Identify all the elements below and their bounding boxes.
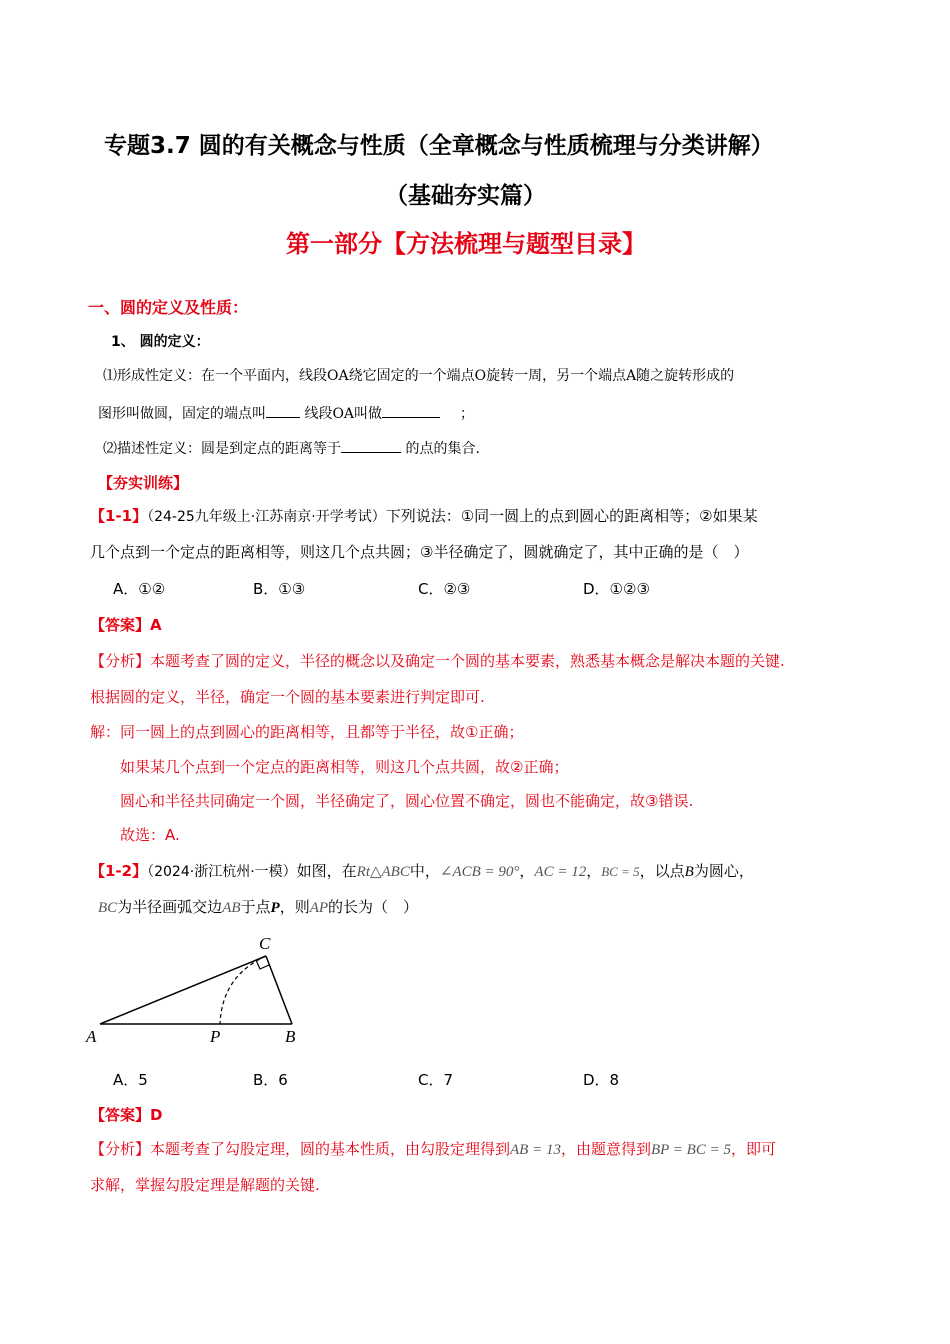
- q2-bc: BC = 5: [601, 864, 640, 879]
- q1-option-a: A．①②: [113, 580, 166, 598]
- q2-text: 于点: [240, 898, 271, 916]
- q2-bpbc: BP = BC = 5: [650, 1142, 731, 1158]
- section1-heading: 一、圆的定义及性质：: [88, 298, 249, 317]
- q1-line1: [90, 505, 758, 526]
- q2-text: 如图，在: [296, 862, 357, 880]
- q2-line1: [90, 860, 754, 881]
- q2-text: ，以点: [639, 862, 685, 880]
- blank-1: [266, 403, 300, 418]
- q1-solution-line4: 故选：A.: [120, 826, 180, 844]
- label-b: B: [285, 1027, 296, 1046]
- q1-answer: 【答案】A: [90, 616, 162, 634]
- q1-analysis-line1: 【分析】本题考查了圆的定义，半径的概念以及确定一个圆的基本要素，熟悉基本概念是解决本题的关键.: [90, 652, 785, 670]
- q1-analysis-line2: 根据圆的定义，半径，确定一个圆的基本要素进行判定即可.: [90, 688, 485, 706]
- segment-ac: [100, 956, 266, 1024]
- q1-source: （24-25九年级上·江苏南京·开学考试）: [147, 509, 386, 525]
- q2-text: 中，: [409, 862, 440, 880]
- q2-text: ，: [586, 862, 602, 880]
- q2-text: ，则: [279, 898, 310, 916]
- q1-solution-line2: 如果某几个点到一个定点的距离相等，则这几个点共圆，故②正确；: [120, 758, 569, 776]
- blank-2: [382, 403, 440, 418]
- q1-option-c: C．②③: [418, 580, 471, 598]
- def1-text-a: 图形叫做圆，固定的端点叫: [98, 406, 266, 422]
- def1-line2: [98, 403, 474, 423]
- doc-title-line1: 专题3.7 圆的有关概念与性质（全章概念与性质梳理与分类讲解）: [104, 133, 774, 159]
- triangle-figure: [80, 930, 310, 1050]
- q2-ac: AC = 12: [534, 864, 587, 880]
- section1-sub1: 1、 圆的定义：: [111, 334, 210, 350]
- q2-source: （2024·浙江杭州·一模）: [147, 864, 297, 880]
- q2-ab13: AB = 13: [510, 1142, 561, 1158]
- q2-text: 为圆心，: [693, 862, 754, 880]
- def1-line1: ⑴形成性定义：在一个平面内，线段OA绕它固定的一个端点O旋转一周，另一个端点A随之旋转形成的: [103, 368, 735, 384]
- q1-solution-line3: 圆心和半径共同确定一个圆，半径确定了，圆心位置不确定，圆也不能确定，故③错误.: [120, 792, 694, 810]
- q2-option-c: C．7: [418, 1071, 454, 1089]
- def1-text-b: 线段OA叫做: [300, 406, 383, 422]
- q2-option-b: B．6: [253, 1071, 288, 1089]
- q2-line2: [98, 896, 418, 917]
- label-a: A: [86, 1027, 97, 1046]
- def1-text-c: ；: [460, 406, 475, 422]
- q1-tag: 【1-1】: [90, 507, 148, 525]
- q2-text: 为半径画弧交边: [117, 898, 223, 916]
- blank-3: [341, 438, 401, 453]
- q2-angle: ∠ACB = 90°: [439, 864, 520, 880]
- segment-bc: [266, 956, 292, 1024]
- q1-option-b: B．①③: [253, 580, 306, 598]
- doc-title-line2: （基础夯实篇）: [385, 183, 546, 209]
- q2-tag: 【1-2】: [90, 862, 148, 880]
- part1-heading: 第一部分【方法梳理与题型目录】: [286, 230, 646, 258]
- q2-analysis-line1: [90, 1138, 776, 1159]
- q2-bc-label: BC: [98, 900, 118, 916]
- q2-point-b: B: [684, 864, 694, 880]
- q2-point-p: P: [270, 900, 280, 916]
- q1-line2: 几个点到一个定点的距离相等，则这几个点共圆；③半径确定了，圆就确定了，其中正确的是（ ）: [90, 543, 749, 561]
- q2-analysis-line2: 求解，掌握勾股定理是解题的关键.: [90, 1176, 320, 1194]
- right-angle-mark: [256, 960, 269, 969]
- q2-answer: 【答案】D: [90, 1106, 163, 1124]
- label-c: C: [259, 934, 271, 953]
- q2-analysis-text: ，由题意得到: [560, 1140, 651, 1158]
- q1-solution-line1: 解：同一圆上的点到圆心的距离相等，且都等于半径，故①正确；: [90, 723, 524, 741]
- q2-triangle: Rt△ABC: [356, 864, 410, 880]
- label-p: P: [210, 1027, 221, 1046]
- training-label: 【夯实训练】: [98, 474, 189, 492]
- def2-text-b: 的点的集合.: [401, 441, 480, 457]
- q2-option-d: D．8: [583, 1071, 620, 1089]
- q1-option-d: D．①②③: [583, 580, 650, 598]
- q2-text: 的长为（ ）: [328, 898, 419, 916]
- q2-ab-label: AB: [222, 900, 241, 916]
- q2-option-a: A．5: [113, 1071, 148, 1089]
- q2-text: ，: [519, 862, 535, 880]
- q2-ap-label: AP: [309, 900, 329, 916]
- q2-analysis-text: ，即可: [730, 1140, 776, 1158]
- def2-line: [103, 438, 480, 458]
- def2-text-a: ⑵描述性定义：圆是到定点的距离等于: [103, 441, 341, 457]
- q2-analysis-text: 【分析】本题考查了勾股定理，圆的基本性质，由勾股定理得到: [90, 1140, 511, 1158]
- q1-text1: 下列说法：①同一圆上的点到圆心的距离相等；②如果某: [385, 507, 758, 525]
